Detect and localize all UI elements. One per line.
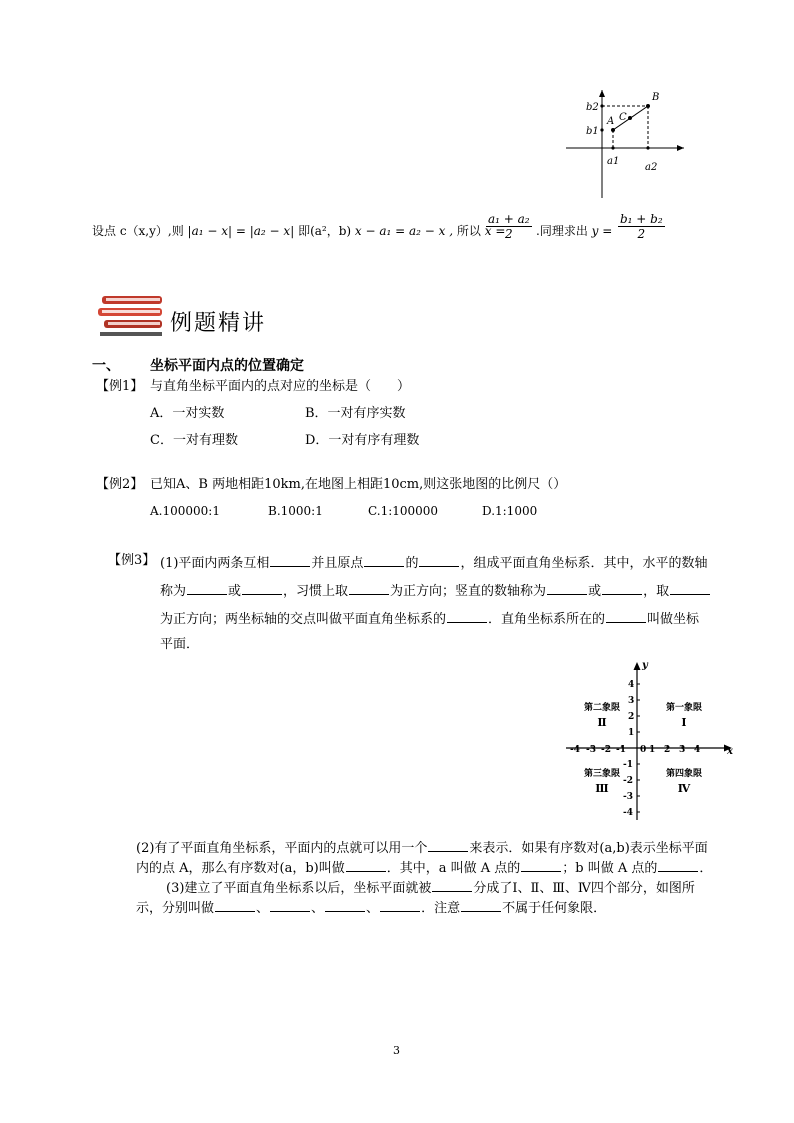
formula-x-eq: x =	[484, 224, 506, 238]
ex3-text: 内的点 A，那么有序数对(a，b)叫做	[136, 861, 345, 876]
ex2-tag: 【例2】	[96, 477, 144, 492]
ex2-question: 已知A、B 两地相距10km,在地图上相距10cm,则这张地图的比例尺（）	[150, 477, 567, 492]
label-b1: b1	[586, 126, 599, 137]
part1-number: 一、	[92, 358, 120, 374]
x-tick-label: 4	[694, 745, 701, 755]
ex3-p3-line2	[136, 897, 606, 918]
ex3-text: ．其中，a 叫做 A 点的	[386, 861, 521, 876]
quadrant-2-label: 第二象限	[583, 703, 621, 713]
fill-blank	[270, 897, 310, 912]
x-tick-label: -2	[601, 745, 611, 755]
fill-blank	[547, 580, 587, 595]
fill-blank	[215, 897, 255, 912]
fill-blank	[432, 877, 472, 892]
ex1-tag: 【例1】	[96, 379, 144, 394]
y-tick-label: 3	[628, 696, 635, 706]
ex1-option-b: B．一对有序实数	[305, 406, 406, 421]
section-title: 例题精讲	[170, 311, 267, 336]
ex2-option-c: C.1:100000	[368, 504, 439, 518]
ex3-text: 并且原点	[311, 556, 364, 571]
fill-blank	[242, 580, 282, 595]
ex3-p1-line1	[160, 552, 707, 573]
x-tick-label: -4	[570, 745, 580, 755]
fill-blank	[325, 897, 365, 912]
fraction-x-denominator: 2	[504, 227, 513, 241]
fill-blank	[461, 897, 501, 912]
quadrant-3-label: 第三象限	[583, 769, 621, 779]
page-number: 3	[393, 1044, 400, 1057]
formula-similar: .同理求出	[536, 224, 588, 238]
ex1-option-c: C．一对有理数	[150, 433, 238, 448]
y-tick-label: 2	[628, 712, 635, 722]
fill-blank	[521, 857, 561, 872]
fill-blank	[670, 580, 710, 595]
ex3-text: 或	[588, 584, 602, 599]
ex3-text: 不属于任何象限．	[502, 901, 607, 916]
midpoint-formula-line	[92, 222, 505, 240]
x-tick-label: -3	[586, 745, 596, 755]
y-tick-label: -2	[623, 776, 633, 786]
ex3-text: 的	[405, 556, 419, 571]
fill-blank	[349, 580, 389, 595]
ex3-text: ；b 叫做 A 点的	[562, 861, 658, 876]
ex3-p2-line2	[136, 857, 712, 878]
ex3-p1-line2	[160, 580, 711, 601]
y-tick-label: 4	[628, 680, 635, 690]
fraction-x-numerator: a₁ + a₂	[488, 212, 530, 226]
label-A: A	[607, 116, 615, 127]
ex3-text: (1)平面内两条互相	[160, 556, 270, 571]
quadrant-1-numeral: Ⅰ	[681, 716, 687, 729]
ex3-text: 为正方向；竖直的数轴称为	[390, 584, 547, 599]
formula-so: 所以	[456, 224, 481, 238]
part1-title: 坐标平面内点的位置确定	[150, 358, 304, 374]
x-tick-label: 2	[664, 745, 671, 755]
label-a1: a1	[607, 156, 620, 167]
fill-blank	[380, 897, 420, 912]
ex3-text: ．注意	[421, 901, 461, 916]
formula-abs-equality: |a₁ − x| = |a₂ − x|	[187, 224, 295, 238]
ex2-option-d: D.1:1000	[482, 504, 538, 518]
fill-blank	[187, 580, 227, 595]
ex3-text: 分成了Ⅰ、Ⅱ、Ⅲ、Ⅳ四个部分，如图所	[473, 881, 695, 896]
book-stack-icon	[96, 290, 168, 338]
ex3-text: 为正方向；两坐标轴的交点叫做平面直角坐标系的	[160, 612, 447, 627]
ex3-text: (3)建立了平面直角坐标系以后，坐标平面就被	[166, 881, 432, 896]
x-tick-label: -1	[616, 745, 626, 755]
ex3-text: ，习惯上取	[283, 584, 349, 599]
separator: 、	[366, 901, 380, 916]
separator: 、	[311, 901, 325, 916]
formula-mid: 即(a²，b)	[298, 224, 352, 238]
ex3-text: 叫做坐标	[647, 612, 700, 627]
quadrant-3-numeral: Ⅲ	[595, 782, 609, 795]
y-tick-label: 1	[628, 728, 635, 738]
ex3-text: 或	[228, 584, 242, 599]
ex2-option-a: A.100000:1	[150, 504, 220, 518]
fill-blank	[606, 608, 646, 623]
fill-blank	[602, 580, 642, 595]
fraction-y-numerator: b₁ + b₂	[620, 212, 663, 226]
formula-y-eq: y =	[591, 224, 613, 238]
ex3-tag: 【例3】	[108, 553, 156, 568]
segment-midpoint-figure	[560, 86, 690, 204]
ex3-text: (2)有了平面直角坐标系，平面内的点就可以用一个	[136, 841, 428, 856]
quadrant-figure	[560, 658, 740, 828]
fill-blank	[658, 857, 698, 872]
y-tick-label: -3	[623, 792, 633, 802]
ex3-text: 示，分别叫做	[136, 901, 215, 916]
ex3-p1-line3	[160, 608, 699, 629]
quadrant-2-numeral: Ⅱ	[597, 716, 607, 729]
x-axis-label: x	[727, 746, 733, 757]
label-B: B	[652, 92, 660, 103]
ex3-text: ，组成平面直角坐标系．其中，水平的数轴	[460, 556, 708, 571]
ex1-option-a: A．一对实数	[150, 406, 225, 421]
separator: 、	[256, 901, 270, 916]
fraction-x	[486, 212, 532, 241]
x-tick-label: 1	[649, 745, 656, 755]
fill-blank	[346, 857, 386, 872]
ex3-text: ．直角坐标系所在的	[488, 612, 606, 627]
fill-blank	[419, 552, 459, 567]
ex3-p2-line1	[136, 837, 708, 858]
fraction-y-denominator: 2	[637, 227, 646, 241]
fill-blank	[428, 837, 468, 852]
y-tick-label: -4	[623, 808, 633, 818]
quadrant-4-label: 第四象限	[665, 769, 703, 779]
fraction-y	[618, 212, 665, 241]
x-tick-label: 3	[679, 745, 686, 755]
ex1-option-d: D．一对有序有理数	[305, 433, 420, 448]
ex3-text: 来表示．如果有序数对(a,b)表示坐标平面	[469, 841, 708, 856]
formula-eq2: x − a₁ = a₂ − x ,	[354, 224, 454, 238]
fill-blank	[270, 552, 310, 567]
quadrant-1-label: 第一象限	[665, 703, 703, 713]
fill-blank	[364, 552, 404, 567]
ex3-text: 称为	[160, 584, 187, 599]
ex3-text: ，取	[643, 584, 670, 599]
ex3-p1-line4: 平面．	[160, 637, 200, 652]
label-C: C	[619, 112, 627, 123]
label-a2: a2	[645, 162, 658, 173]
label-b2: b2	[586, 102, 599, 113]
y-tick-label: -1	[623, 760, 633, 770]
ex3-p3-line1	[166, 877, 695, 898]
ex3-text: ．	[699, 861, 713, 876]
ex2-option-b: B.1000:1	[268, 504, 323, 518]
formula-lead: 设点 c（x,y）,则	[92, 224, 184, 238]
ex1-question: 与直角坐标平面内的点对应的坐标是（ ）	[150, 379, 411, 394]
fill-blank	[447, 608, 487, 623]
formula-tail	[536, 222, 612, 240]
x-tick-label: 0	[640, 745, 647, 755]
y-axis-label: y	[642, 660, 648, 671]
quadrant-4-numeral: Ⅳ	[677, 782, 691, 795]
